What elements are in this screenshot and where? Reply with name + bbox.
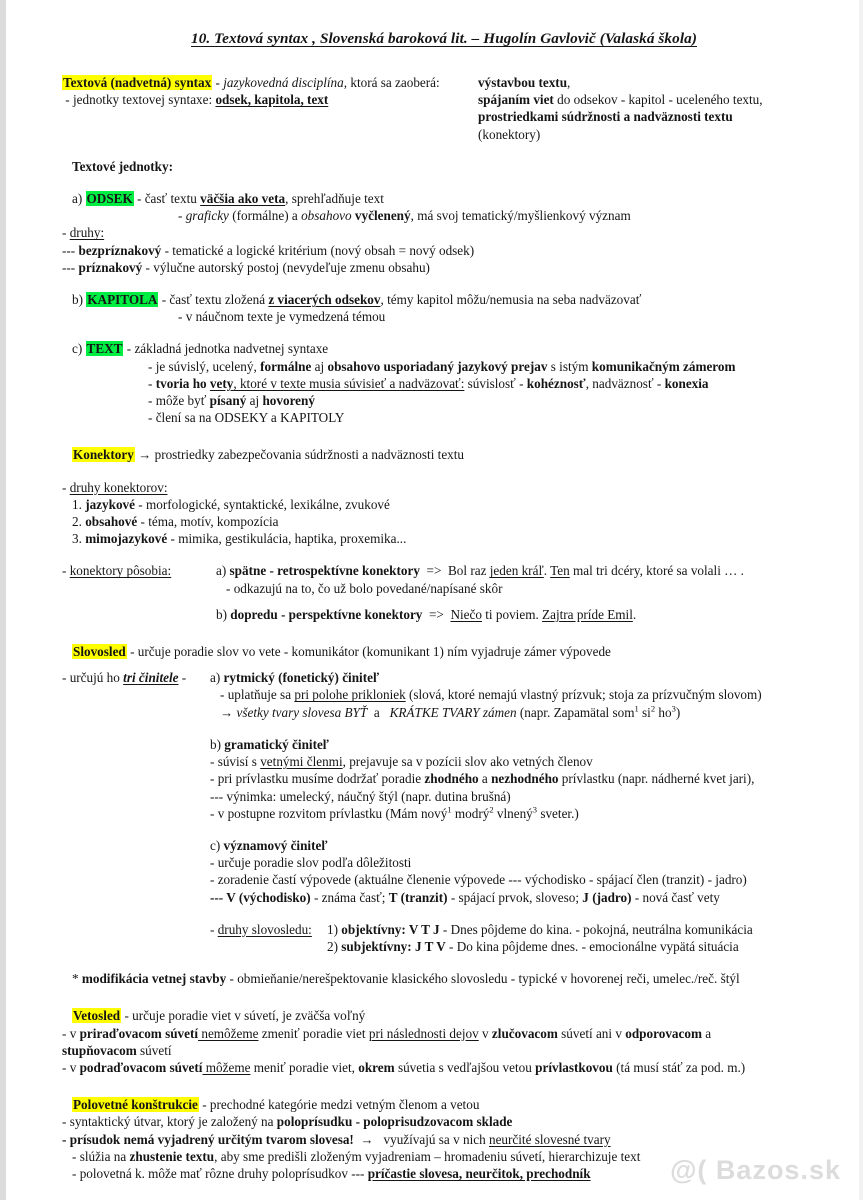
document-content — [62, 30, 802, 1182]
kapitola-line-2: - v náučnom texte je vymedzená témou — [178, 309, 386, 325]
kapitola-line: b) KAPITOLA - časť textu zložená z viacerých odsekov, témy kapitol môžu/nemusia na seba nadväzovať — [72, 292, 642, 308]
cinitel-b-line-3: --- výnimka: umelecký, náučný štýl (napr. dutina brušná) — [210, 788, 511, 804]
slovosled-cinitele-body — [210, 669, 802, 905]
textova-syntax-term: Textová (nadvetná) syntax — [63, 75, 212, 90]
header-left-column — [62, 74, 472, 108]
cinitel-c-line-3: --- V (východisko) - známa časť; T (tranzit) - spájací prvok, sloveso; J (jadro) - nová časť vety — [210, 889, 720, 905]
vetosled-line-2: - v podraďovacom súvetí môžeme meniť poradie viet, okrem súvetia s vedľajšou vetou prívlastkovou (tá musí stáť za pod. m.) — [62, 1059, 746, 1075]
konektory-posobia-label: - konektory pôsobia: — [62, 563, 172, 579]
header-definition-block — [62, 74, 802, 143]
text-line-3: - môže byť písaný aj hovorený — [148, 393, 315, 409]
text-term: TEXT — [86, 341, 123, 357]
text-units-heading: Textové jednotky: — [72, 158, 173, 174]
cinitel-b-line-2: - pri prívlastku musíme dodržať poradie zhodného a nezhodného prívlastku (napr. nádherné kvet jari), — [210, 771, 755, 787]
slovosled-definition: Slovosled - určuje poradie slov vo vete - komunikátor (komunikant 1) ním vyjadruje zámer výpovede — [73, 644, 611, 660]
polovetne-term: Polovetné konštrukcie — [73, 1097, 198, 1113]
konektory-dopredu: b) dopredu - perspektívne konektory => Niečo ti poviem. Zajtra príde Emil. — [216, 606, 637, 622]
druhy-slovosledu-block — [62, 921, 802, 955]
textova-syntax-units: - jednotky textovej syntaxe: odsek, kapitola, text — [62, 92, 329, 108]
modifikacia-vetnej-stavby: * modifikácia vetnej stavby - obmieňanie/nerešpektovanie klasického slovosledu - typické v hovorenej reči, umelec./reč. štýl — [72, 971, 740, 987]
slovosled-cinitele-label: - určujú ho tri činitele - — [62, 670, 190, 686]
header-right-line-1: výstavbou textu, — [478, 75, 571, 90]
odsek-druhy-label: - druhy: — [62, 225, 105, 241]
polovetne-line-3: - slúžia na zhustenie textu, aby sme predišli zloženým vyjadreniam – hromadeniu súvetí, hierarchizuje text — [72, 1148, 641, 1164]
odsek-druh-1: --- bezpríznakový - tematické a logické kritérium (nový obsah = nový odsek) — [62, 242, 475, 258]
page-right-edge-strip — [859, 0, 863, 1200]
text-line-1: - je súvislý, ucelený, formálne aj obsahovo usporiadaný jazykový prejav s istým komunikačným zámerom — [148, 358, 736, 374]
header-right-line-4: (konektory) — [478, 126, 541, 142]
bazos-watermark: @( Bazos.sk — [670, 1155, 841, 1185]
konektory-druhy-label: - druhy konektorov: — [62, 479, 168, 495]
text-line: c) TEXT - základná jednotka nadvetnej syntaxe — [72, 341, 329, 357]
cinitel-c-line-1: - určuje poradie slov podľa dôležitosti — [210, 855, 412, 871]
konektor-item-2: 2. obsahové - téma, motív, kompozícia — [72, 514, 279, 530]
druhy-slovosledu-label: - druhy slovosledu: — [210, 921, 312, 937]
konektory-term: Konektory — [73, 447, 134, 463]
polovetne-line-1: - syntaktický útvar, ktorý je založený na poloprísudku - poloprisudzovacom sklade — [62, 1114, 513, 1130]
cinitel-a-title: a) rytmický (fonetický) činiteľ — [210, 670, 380, 686]
odsek-line: a) ODSEK - časť textu väčšia ako veta, sprehľadňuje text — [72, 191, 384, 207]
header-right-column — [472, 74, 802, 143]
vetosled-term: Vetosled — [73, 1008, 121, 1024]
text-line-2: - tvoria ho vety, ktoré v texte musia súvisieť a nadväzovať: súvislosť - kohéznosť, nadväznosť - konexia — [148, 375, 709, 391]
cinitel-c-title: c) významový činiteľ — [210, 837, 328, 853]
cinitel-c-line-2: - zoradenie častí výpovede (aktuálne členenie výpovede --- východisko - spájací člen (tranzit) - jadro) — [210, 872, 747, 888]
polovetne-definition: Polovetné konštrukcie - prechodné kategórie medzi vetným členom a vetou — [73, 1097, 480, 1113]
polovetne-line-2: - prísudok nemá vyjadrený určitým tvarom slovesa! → využívajú sa v nich neurčité slovesné tvary — [62, 1131, 611, 1147]
odsek-term: ODSEK — [86, 191, 133, 207]
polovetne-line-4: - polovetná k. môže mať rôzne druhy poloprísudkov --- príčastie slovesa, neurčitok, prechodník — [72, 1165, 591, 1181]
page-left-edge-strip — [0, 0, 6, 1200]
odsek-line-2: - graficky (formálne) a obsahovo vyčlenený, má svoj tematický/myšlienkový význam — [178, 208, 631, 224]
page-title: 10. Textová syntax , Slovenská baroková lit. – Hugolín Gavlovič (Valaská škola) — [191, 30, 697, 47]
konektory-spatne-sub: - odkazujú na to, čo už bolo povedané/napísané skôr — [226, 580, 503, 596]
cinitel-b-line-1: - súvisí s vetnými členmi, prejavuje sa v pozícii slov ako vetných členov — [210, 754, 593, 770]
konektory-definition: Konektory → prostriedky zabezpečovania súdržnosti a nadväznosti textu — [73, 447, 465, 463]
units-value: odsek, kapitola, text — [215, 92, 329, 108]
cinitel-a-line-2: → všetky tvary slovesa BYŤ a KRÁTKE TVARY zámen (napr. Zapamätal som$^1$ $si^2$ $ho^3$) — [220, 703, 681, 720]
textova-syntax-definition: Textová (nadvetná) syntax - jazykovedná disciplína, ktorá sa zaoberá: — [63, 75, 440, 90]
konektory-posobia-block — [62, 562, 802, 623]
slovosled-term: Slovosled — [73, 644, 126, 660]
druh-slovosledu-2: 2) subjektívny: J T V - Do kina pôjdeme dnes. - emocionálne vypätá situácia — [327, 938, 739, 954]
cinitel-a-line-1: - uplatňuje sa pri polohe prikloniek (slová, ktoré nemajú vlastný prízvuk; stoja za prízvučným slovom) — [220, 687, 762, 703]
cinitel-b-title: b) gramatický činiteľ — [210, 736, 329, 752]
kapitola-term: KAPITOLA — [87, 292, 158, 308]
konektor-item-1: 1. jazykové - morfologické, syntaktické, lexikálne, zvukové — [72, 496, 390, 512]
cinitel-b-line-4: - v postupne rozvitom prívlastku (Mám nový$^1$ modrý$^2$ vlnený$^3$ sveter.) — [210, 804, 579, 821]
druh-slovosledu-1: 1) objektívny: V T J - Dnes pôjdeme do kina. - pokojná, neutrálna komunikácia — [327, 921, 753, 937]
vetosled-definition: Vetosled - určuje poradie viet v súvetí, je zväčša voľný — [73, 1008, 366, 1024]
vetosled-line-1-cont: stupňovacom súvetí — [62, 1042, 172, 1058]
header-right-line-2: spájaním viet do odsekov - kapitol - uceleného textu, — [478, 92, 763, 108]
slovosled-cinitele-block — [62, 669, 802, 905]
header-right-line-3: prostriedkami súdržnosti a nadväznosti textu — [478, 109, 733, 125]
vetosled-line-1: - v priraďovacom súvetí nemôžeme zmeniť poradie viet pri následnosti dejov v zlučovacom súvetí ani v odporovacom a — [62, 1025, 712, 1041]
konektor-item-3: 3. mimojazykové - mimika, gestikulácia, haptika, proxemika... — [72, 531, 407, 547]
definition-italic: jazykovedná disciplína — [223, 75, 344, 90]
druhy-slovosledu-body — [327, 921, 802, 955]
konektory-spatne: a) spätne - retrospektívne konektory => Bol raz jeden kráľ. Ten mal tri dcéry, ktoré sa volali … . — [216, 563, 744, 579]
text-line-4: - člení sa na ODSEKY a KAPITOLY — [148, 410, 345, 426]
odsek-druh-2: --- príznakový - výlučne autorský postoj (nevydeľuje zmenu obsahu) — [62, 259, 430, 275]
konektory-posobia-body — [216, 562, 802, 623]
